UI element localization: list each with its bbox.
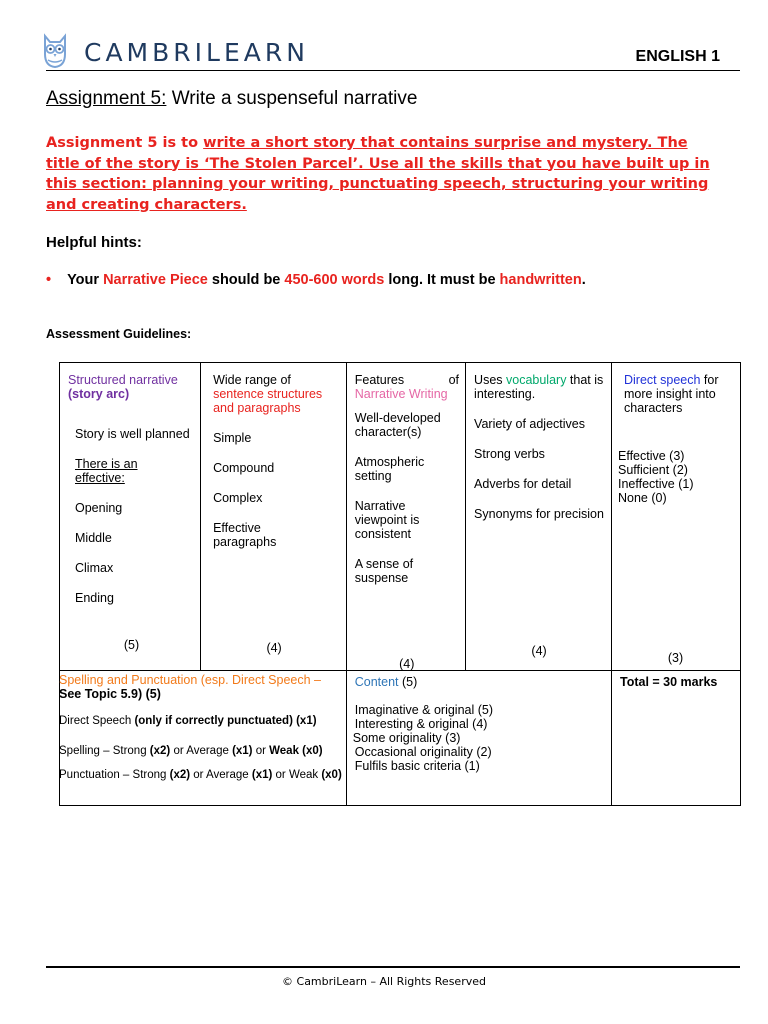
list-item: Interesting & original (4) [354,717,488,731]
assessment-heading: Assessment Guidelines: [46,327,192,341]
list-item: A sense of suspense [354,557,414,585]
assignment-label: Assignment 5: [46,88,167,109]
list-item: Some originality (3) [352,731,461,745]
mark: (4) [399,657,415,671]
list-item: Fulfils basic criteria (1) [354,759,480,773]
list-item: Middle [75,531,112,545]
rubric-col-sentences: Wide range of sentence structures and paragraphs Simple Compound Complex Effective paragraphs (4) [201,363,347,671]
list-item: Synonyms for precision [474,507,604,521]
word-count-highlight: 450-600 words [284,272,385,288]
assignment-description [46,133,726,215]
logo-text: CAMBRILEARN [84,38,309,67]
mark: (3) [667,651,684,665]
list-item: Opening [75,501,123,515]
list-item: Effective (3) [618,449,685,463]
hint-bullet: • Your Narrative Piece should be 450-600 words long. It must be handwritten. [46,272,586,288]
list-item: Effective paragraphs [213,521,277,549]
list-item: Ending [75,591,114,605]
bullet-icon: • [46,272,52,288]
header-divider [46,70,740,71]
handwritten-highlight: handwritten [499,272,582,288]
list-item: Occasional originality (2) [354,745,492,759]
list-item: Ineffective (1) [618,477,694,491]
list-item: Simple [213,431,252,445]
list-item: There is an effective: [75,457,138,485]
total-marks: Total = 30 marks [620,675,718,689]
footer-divider [46,966,740,968]
list-item: Adverbs for detail [474,477,572,491]
assignment-text: Write a suspenseful narrative [171,88,418,109]
rubric-col-vocabulary: Uses vocabulary that is interesting. Variety of adjectives Strong verbs Adverbs for detail Synonyms for precision (4) [466,363,612,671]
rubric-total-cell [612,671,741,806]
list-item: Imaginative & original (5) [354,703,494,717]
mark: (4) [531,644,547,658]
logo-owl-icon [38,30,72,70]
list-item: Sufficient (2) [618,463,688,477]
rubric-col-structure: Structured narrative (story arc) Story is well planned There is an effective: Opening Middle Climax Ending (5) [60,363,201,671]
narrative-piece-highlight: Narrative Piece [103,272,208,288]
list-item: Narrative viewpoint is consistent [354,499,420,541]
list-item: Climax [75,561,114,575]
hints-heading: Helpful hints: [46,234,142,251]
intro-underlined: write a short story that contains surprise and mystery. The title of the story is ‘The Stolen Parcel’. Use all the skills that you have built up in this section: planning your writing, punctuating speech, structuring your writing and creating characters. [46,135,710,213]
list-item: Compound [213,461,275,475]
rubric-table [59,362,741,806]
rubric-content-cell: Content (5) Imaginative & original (5) Interesting & original (4) Some originality (3) Occasional originality (2) Fulfils basic criteria (1) [346,671,611,806]
list-item: Atmospheric setting [354,455,425,483]
list-item: Complex [213,491,263,505]
intro-lead: Assignment 5 is to [46,135,204,151]
rubric-col-speech: Direct speech for more insight into characters Effective (3) Sufficient (2) Ineffective (1) None (0) (3) [612,363,741,671]
footer-copyright: © CambriLearn – All Rights Reserved [282,975,486,988]
mark: (4) [266,641,282,655]
list-item: Well-developed character(s) [354,411,441,439]
course-label: ENGLISH 1 [635,48,720,65]
list-item: None (0) [618,491,667,505]
rubric-spelling-cell: Spelling and Punctuation (esp. Direct Speech – See Topic 5.9) (5) Direct Speech (only if correctly punctuated) (x1) Spelling – Strong (x2) or Average (x1) or Weak (x0) Punctuation – Strong (x2) or Average (x1) or Weak (x0) [60,671,347,806]
rubric-col-features: Features of Narrative Writing Well-developed character(s) Atmospheric setting Narrative viewpoint is consistent A sense of suspense (4) [346,363,465,671]
list-item: Variety of adjectives [474,417,585,431]
assignment-title [46,88,417,110]
list-item: Strong verbs [474,447,545,461]
list-item: Story is well planned [75,427,190,441]
mark: (5) [123,638,140,652]
